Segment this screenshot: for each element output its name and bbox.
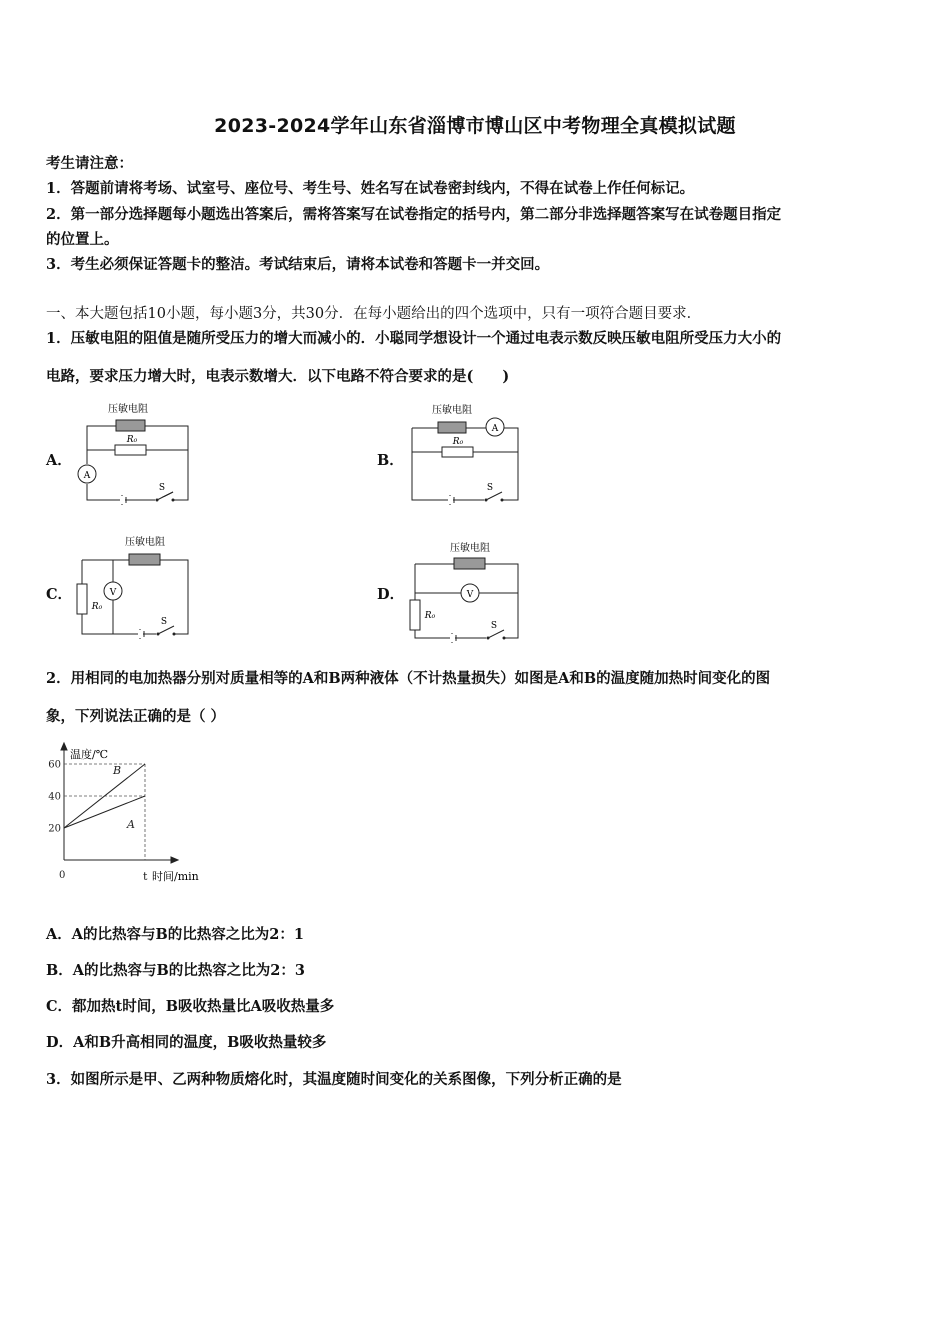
question-3-text: 3．如图所示是甲、乙两种物质熔化时，其温度随时间变化的关系图像，下列分析正确的是 xyxy=(46,1071,622,1088)
ammeter-label: A xyxy=(83,471,91,481)
r0-label: R₀ xyxy=(452,437,464,447)
y-tick-label: 40 xyxy=(48,791,61,803)
sensor-label: 压敏电阻 xyxy=(108,404,148,415)
y-tick-label: 20 xyxy=(48,823,61,835)
switch-label: S xyxy=(158,483,166,493)
r0-label: R₀ xyxy=(424,611,436,621)
question-2-text: 2．用相同的电加热器分别对质量相等的A和B两种液体（不计热量损失）如图是A和B的温度随加热时间变化的图 xyxy=(46,670,771,687)
temperature-time-chart xyxy=(40,740,220,888)
option-c-label: C． xyxy=(46,586,73,603)
notice-item: 1．答题前请将考场、试室号、座位号、考生号、姓名写在试卷密封线内，不得在试卷上作任何标记。 xyxy=(46,180,695,197)
notice-item: 2．第一部分选择题每小题选出答案后，需将答案写在试卷指定的括号内，第二部分非选择题答案写在试卷题目指定 xyxy=(46,206,782,223)
series-label-B: B xyxy=(113,764,122,777)
x-tick-label: t xyxy=(143,870,148,883)
sensor-label: 压敏电阻 xyxy=(450,543,490,554)
question-2-option-a: A．A的比热容与B的比热容之比为2：1 xyxy=(46,926,304,943)
question-2-option-b: B．A的比热容与B的比热容之比为2：3 xyxy=(46,962,305,979)
question-1-text: 电路，要求压力增大时，电表示数增大．以下电路不符合要求的是( ) xyxy=(46,368,510,385)
option-a-label: A． xyxy=(46,452,72,469)
voltmeter-label: V xyxy=(109,588,117,598)
question-2-option-c: C．都加热t时间，B吸收热量比A吸收热量多 xyxy=(46,998,335,1015)
sensor-label: 压敏电阻 xyxy=(125,537,165,548)
switch-label: S xyxy=(486,483,494,493)
circuit-a-diagram xyxy=(70,398,200,506)
option-b-label: B． xyxy=(377,452,404,469)
notice-heading: 考生请注意： xyxy=(46,155,133,172)
y-axis-label: 温度/℃ xyxy=(70,748,109,761)
y-tick-label: 60 xyxy=(48,759,61,771)
option-d-label: D． xyxy=(377,586,405,603)
page-title: 2023-2024学年山东省淄博市博山区中考物理全真模拟试题 xyxy=(214,115,736,137)
section-heading: 一、本大题包括10小题，每小题3分，共30分．在每小题给出的四个选项中，只有一项符合题目要求． xyxy=(46,306,702,322)
x-tick-label: 0 xyxy=(59,870,66,881)
r0-label: R₀ xyxy=(91,602,103,612)
question-2-text: 象，下列说法正确的是（ ） xyxy=(46,708,226,725)
circuit-d-diagram xyxy=(400,538,530,646)
r0-label: R₀ xyxy=(126,435,138,445)
question-2-option-d: D．A和B升高相同的温度，B吸收热量较多 xyxy=(46,1034,327,1051)
voltmeter-label: V xyxy=(466,590,474,600)
x-axis-label: 时间/min xyxy=(152,870,199,883)
notice-item: 3．考生必须保证答题卡的整洁。考试结束后，请将本试卷和答题卡一并交回。 xyxy=(46,256,550,273)
question-1-text: 1．压敏电阻的阻值是随所受压力的增大而减小的．小聪同学想设计一个通过电表示数反映压敏电阻所受压力大小的 xyxy=(46,330,782,347)
y-axis-arrow xyxy=(61,743,67,750)
switch-label: S xyxy=(160,617,168,627)
notice-item: 的位置上。 xyxy=(46,231,119,248)
series-label-A: A xyxy=(127,818,135,831)
circuit-c-diagram xyxy=(70,532,200,640)
sensor-label: 压敏电阻 xyxy=(432,405,472,416)
switch-label: S xyxy=(490,621,498,631)
ammeter-label: A xyxy=(491,424,499,434)
x-axis-arrow xyxy=(171,857,178,863)
circuit-b-diagram xyxy=(400,400,530,508)
